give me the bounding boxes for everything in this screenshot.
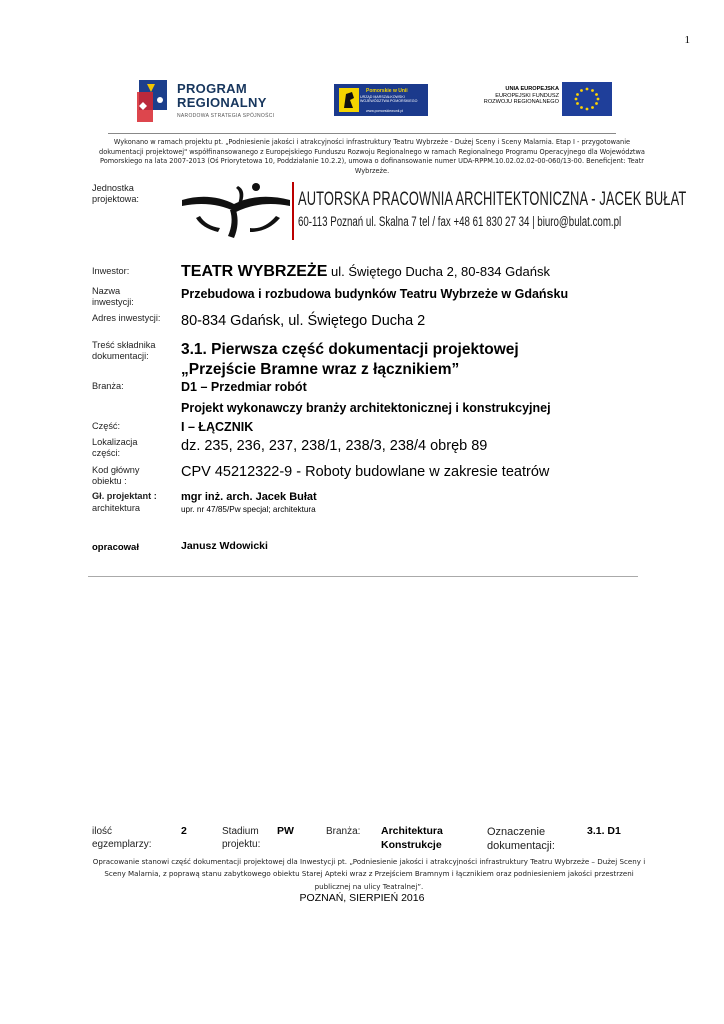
city-date: POZNAŃ, SIERPIEŃ 2016 bbox=[299, 892, 425, 904]
gl-projektant-sub: architektura bbox=[92, 503, 141, 513]
pomorskie-title: Pomorskie w Unii bbox=[366, 88, 408, 94]
pomorskie-text: URZĄD MARSZAŁKOWSKI WOJEWÓDZTWA POMORSKIEGO bbox=[360, 95, 418, 103]
ilosc-label: ilość egzemplarzy: bbox=[92, 826, 152, 850]
content-divider bbox=[88, 576, 638, 577]
tresc-line2: „Przejście Bramne wraz z łącznikiem” bbox=[181, 361, 460, 378]
eu-line2: EUROPEJSKI FUNDUSZ bbox=[495, 92, 559, 99]
footer-note: Opracowanie stanowi część dokumentacji projektowej dla Inwestycji pt. „Podniesienie jakości i atrakcyjności infrastruktury Teatru Wybrzeże – Dużej Sceny i Sceny Malarnia, z poprawą stanu zabytkowego obiektu Starej Apteki wraz z Przejściem Bramnym i łącznikiem oraz podniesieniem jakości przestrzeni publicznej na ulicy Teatralnej”. bbox=[92, 857, 646, 891]
eu-flag-icon bbox=[562, 82, 612, 116]
stadium-value: PW bbox=[277, 825, 294, 837]
program-regionalny-subtitle: NARODOWA STRATEGIA SPÓJNOŚCI bbox=[177, 113, 275, 119]
kod-value: CPV 45212322-9 - Roboty budowlane w zakresie teatrów bbox=[181, 464, 550, 480]
intro-text: Wykonano w ramach projektu pt. „Podniesienie jakości i atrakcyjności infrastruktury Teatru Wybrzeże - Dużej Sceny i Sceny Malarnia. Etap I - przygotowanie dokumentacji projektowej" współfinansowanego z Europejskiego Funduszu Rozwoju Regionalnego w ramach Regionalnego Programu Operacyjnego dla Województwa Pomorskiego na lata 2007-2013 (Oś Priorytetowa 10, Poddziałanie 10.2.2), umowa o dofinansowanie numer UDA-RPPM.10.02.02.02-00-060/13-00. Beneficjent: Teatr Wybrzeże. bbox=[99, 138, 645, 175]
inwestor-address: ul. Świętego Ducha 2, 80-834 Gdańsk bbox=[327, 264, 550, 279]
oznaczenie-value: 3.1. D1 bbox=[587, 825, 621, 837]
stadium-label: Stadium projektu: bbox=[222, 826, 261, 850]
gl-projektant-label: Gł. projektant : bbox=[92, 491, 157, 501]
gl-projektant-name: mgr inż. arch. Jacek Bułat bbox=[181, 491, 317, 503]
opracowal-value: Janusz Wdowicki bbox=[181, 540, 268, 552]
ilosc-value: 2 bbox=[181, 825, 187, 837]
inwestor-label: Inwestor: bbox=[92, 266, 130, 276]
firm-logo-mark bbox=[180, 182, 292, 240]
nazwa-label: Nazwa inwestycji: bbox=[92, 286, 134, 307]
oznaczenie-label: Oznaczenie dokumentacji: bbox=[487, 826, 555, 852]
czesc-label: Część: bbox=[92, 421, 121, 431]
inwestor-name: TEATR WYBRZEŻE bbox=[181, 263, 328, 280]
projekt-value: Projekt wykonawczy branży architektonicznej i konstrukcyjnej bbox=[181, 401, 551, 415]
page-number: 1 bbox=[684, 34, 690, 46]
footer-branza-value1: Architektura bbox=[381, 825, 443, 837]
lokalizacja-label: Lokalizacja części: bbox=[92, 437, 138, 458]
gl-projektant-upr: upr. nr 47/85/Pw specjal; architektura bbox=[181, 505, 316, 514]
firm-accent-bar bbox=[292, 182, 294, 240]
lokalizacja-value: dz. 235, 236, 237, 238/1, 238/3, 238/4 obręb 89 bbox=[181, 438, 488, 454]
firm-name: AUTORSKA PRACOWNIA ARCHITEKTONICZNA - JACEK BUŁAT bbox=[298, 188, 687, 210]
eu-line3: ROZWOJU REGIONALNEGO bbox=[483, 99, 559, 105]
tresc-line1: 3.1. Pierwsza część dokumentacji projektowej bbox=[181, 341, 519, 358]
eu-text bbox=[456, 86, 559, 106]
pomorskie-griffin-icon bbox=[339, 88, 359, 112]
eu-line1: UNIA EUROPEJSKA bbox=[505, 86, 559, 92]
branza-label: Branża: bbox=[92, 381, 124, 391]
kod-label: Kod główny obiektu : bbox=[92, 465, 140, 486]
czesc-value: I – ŁĄCZNIK bbox=[181, 420, 254, 434]
tresc-label: Treść składnika dokumentacji: bbox=[92, 340, 156, 361]
pomorskie-url: www.pomorskiewunii.pl bbox=[366, 109, 404, 113]
adres-value: 80-834 Gdańsk, ul. Świętego Ducha 2 bbox=[181, 313, 426, 329]
footer-branza-label: Branża: bbox=[326, 826, 361, 837]
adres-label: Adres inwestycji: bbox=[92, 313, 161, 323]
header-divider bbox=[108, 133, 616, 134]
firm-address: 60-113 Poznań ul. Skalna 7 tel / fax +48 61 830 27 34 | biuro@bulat.com.pl bbox=[298, 214, 622, 229]
branza-value: D1 – Przedmiar robót bbox=[181, 380, 307, 394]
nazwa-value: Przebudowa i rozbudowa budynków Teatru Wybrzeże w Gdańsku bbox=[181, 287, 569, 301]
program-regionalny-title: PROGRAM REGIONALNY bbox=[177, 81, 267, 110]
opracowal-label: opracował bbox=[92, 542, 139, 553]
footer-branza-value2: Konstrukcje bbox=[381, 839, 442, 851]
firm-label: Jednostka projektowa: bbox=[92, 183, 139, 204]
inwestor-value bbox=[181, 263, 550, 281]
